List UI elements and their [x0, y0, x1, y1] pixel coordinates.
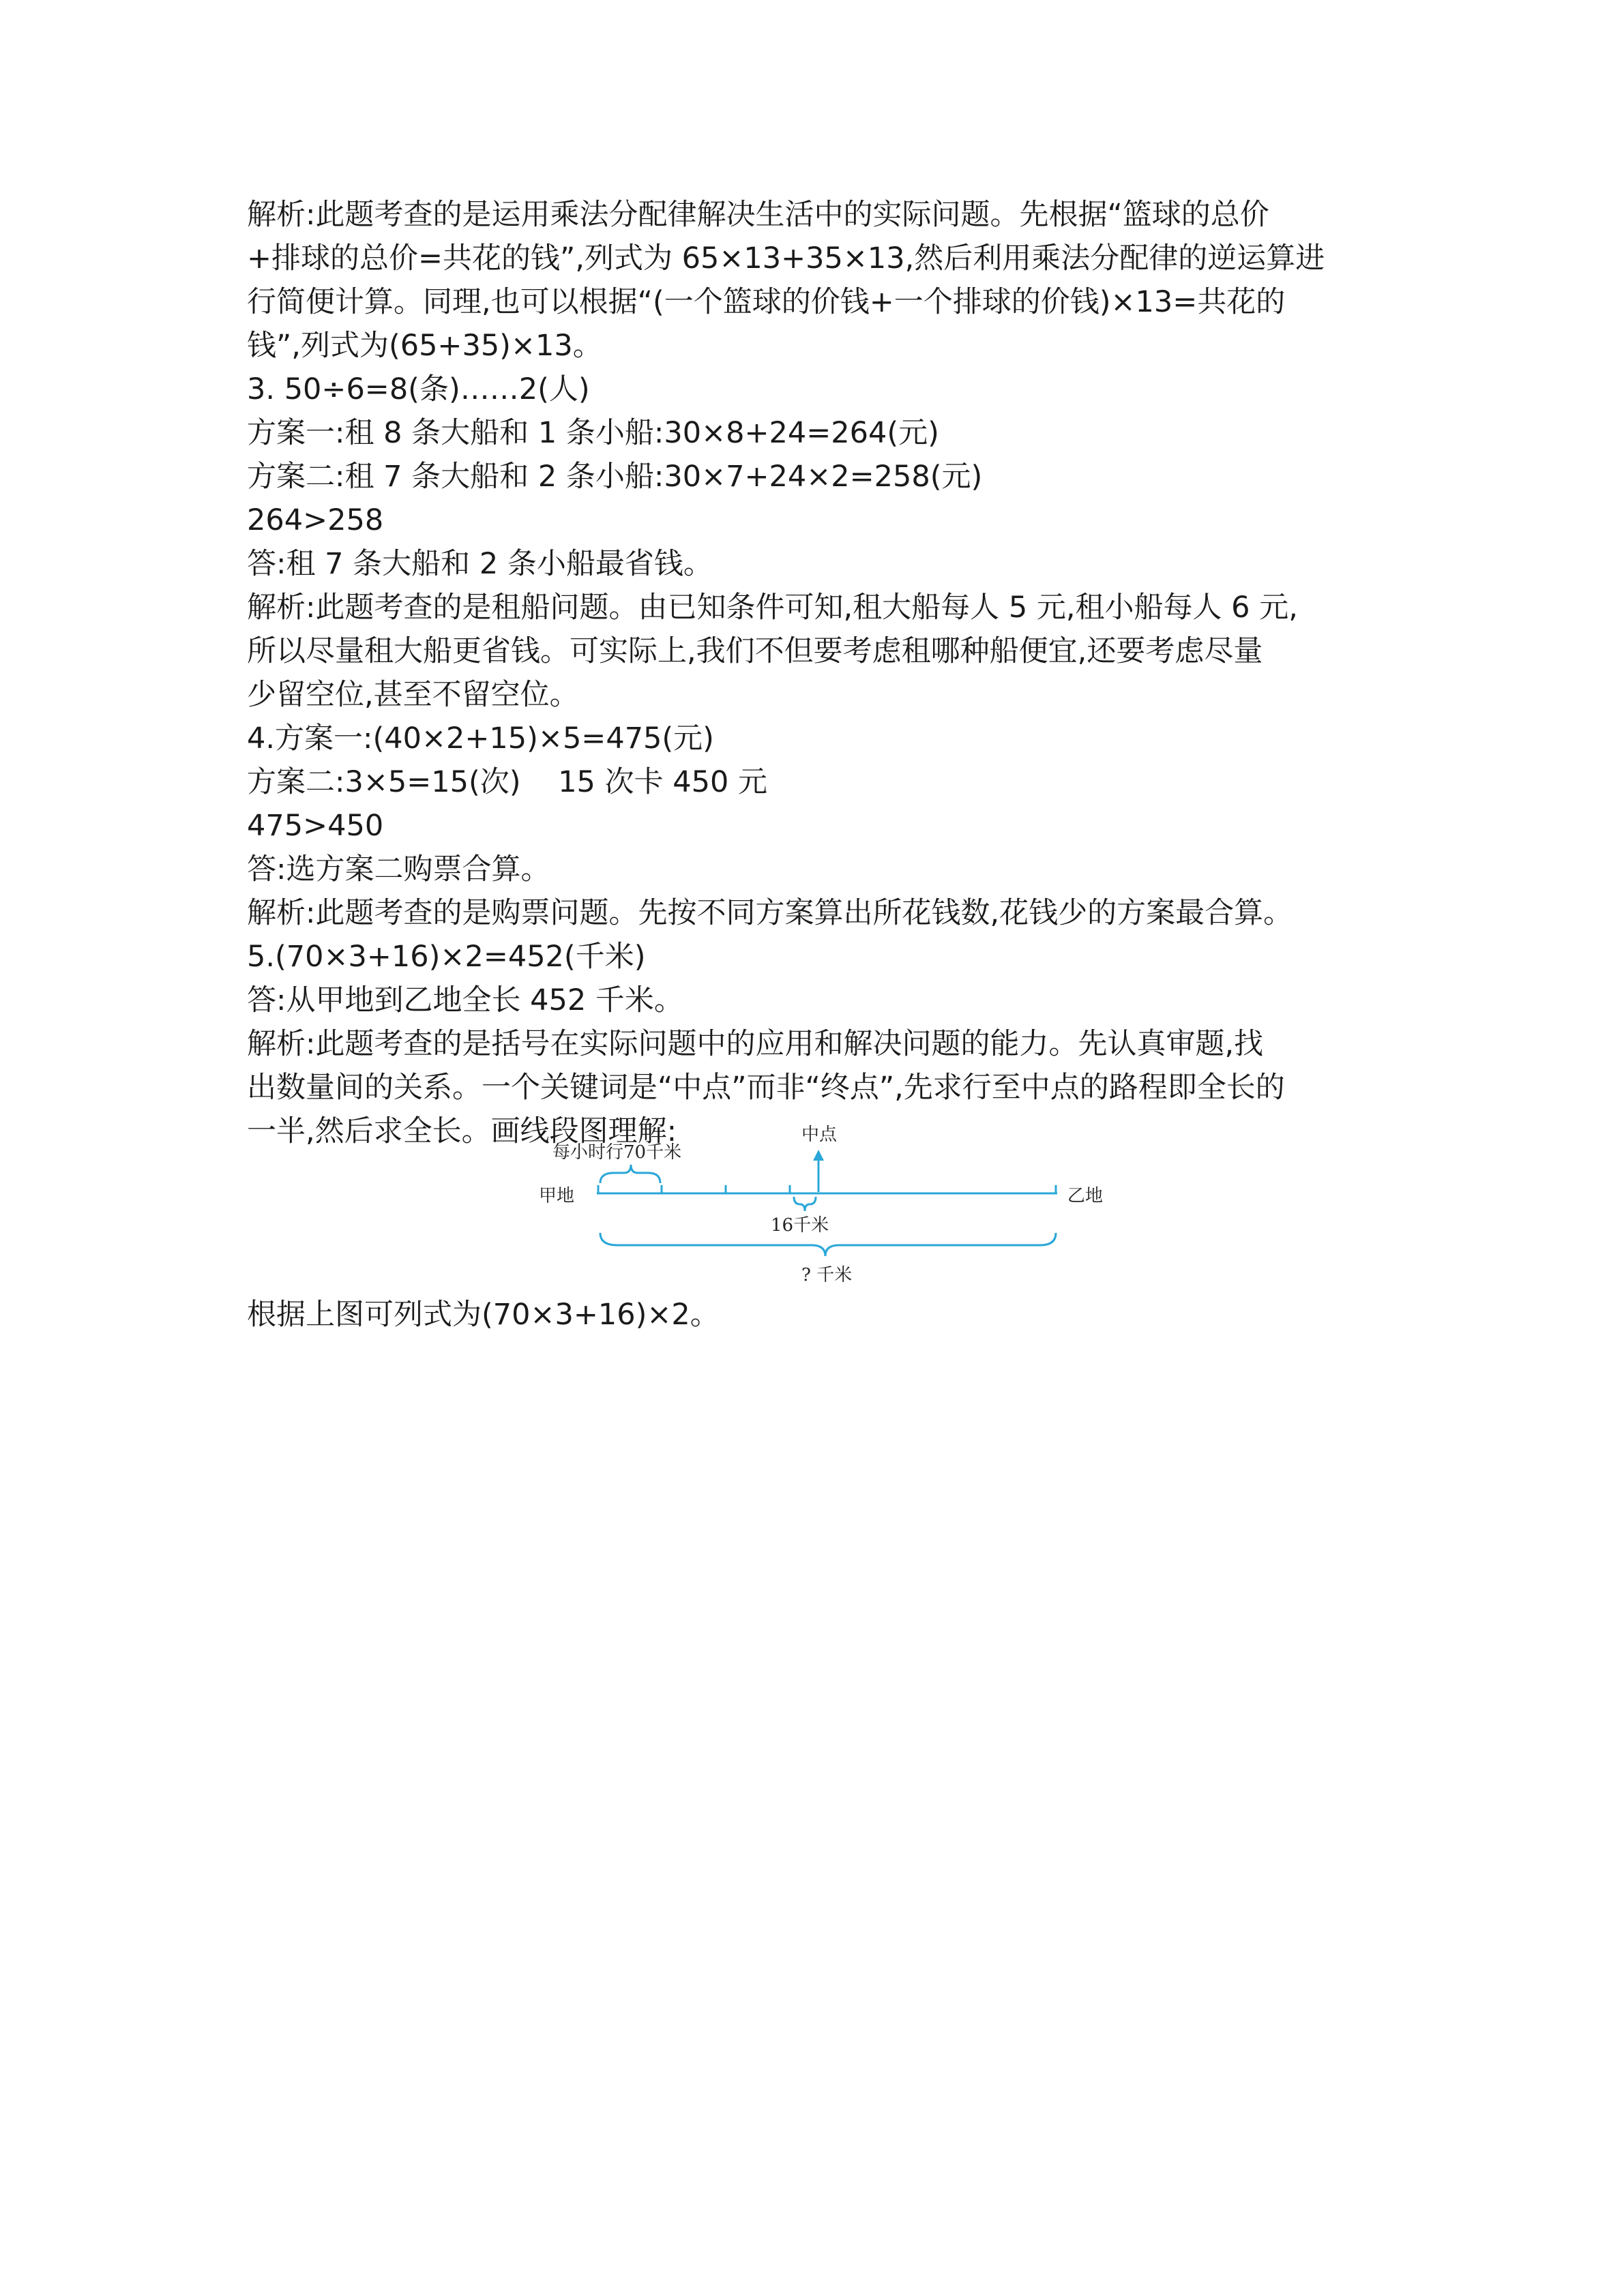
total-brace — [600, 1233, 1056, 1256]
speed-brace — [600, 1165, 660, 1183]
text-line: 答:选方案二购票合算。 — [247, 852, 550, 886]
answer-text-block — [247, 193, 1406, 1153]
conclusion-line: 根据上图可列式为(70×3+16)×2。 — [247, 1298, 720, 1332]
total-distance-label: ? 千米 — [801, 1265, 853, 1285]
left-endpoint-label: 甲地 — [539, 1186, 575, 1206]
speed-label: 每小时行70千米 — [552, 1142, 682, 1163]
arrow-head-icon — [813, 1150, 824, 1161]
text-line: 行简便计算。同理,也可以根据“(一个篮球的价钱+一个排球的价钱)×13=共花的 — [247, 285, 1286, 319]
text-line: 解析:此题考查的是括号在实际问题中的应用和解决问题的能力。先认真审题,找 — [247, 1027, 1264, 1061]
text-line: 3. 50÷6=8(条)……2(人) — [247, 372, 590, 406]
extra-brace — [794, 1197, 816, 1211]
extra-distance-label: 16千米 — [771, 1215, 829, 1236]
text-line: 解析:此题考查的是租船问题。由已知条件可知,租大船每人 5 元,租小船每人 6 元, — [247, 591, 1298, 625]
text-line: 钱”,列式为(65+35)×13。 — [247, 329, 602, 363]
text-line: 少留空位,甚至不留空位。 — [247, 678, 579, 712]
text-line: 方案二:租 7 条大船和 2 条小船:30×7+24×2=258(元) — [247, 460, 983, 494]
text-line: 所以尽量租大船更省钱。可实际上,我们不但要考虑租哪种船便宜,还要考虑尽量 — [247, 634, 1263, 668]
text-line: 解析:此题考查的是运用乘法分配律解决生活中的实际问题。先根据“篮球的总价 — [247, 198, 1269, 232]
text-line: 解析:此题考查的是购票问题。先按不同方案算出所花钱数,花钱少的方案最合算。 — [247, 896, 1293, 930]
text-line: 方案二:3×5=15(次) 15 次卡 450 元 — [247, 765, 767, 799]
text-line: 5.(70×3+16)×2=452(千米) — [247, 940, 646, 974]
text-line: 4.方案一:(40×2+15)×5=475(元) — [247, 721, 714, 756]
right-endpoint-label: 乙地 — [1067, 1186, 1104, 1206]
text-line: 出数量间的关系。一个关键词是“中点”而非“终点”,先求行至中点的路程即全长的 — [247, 1071, 1285, 1105]
midpoint-label: 中点 — [801, 1124, 838, 1145]
text-line: 答:从甲地到乙地全长 452 千米。 — [247, 983, 683, 1017]
text-line: 一半,然后求全长。画线段图理解: — [247, 1114, 677, 1148]
text-line: 答:租 7 条大船和 2 条小船最省钱。 — [247, 547, 713, 581]
text-line: 264>258 — [247, 503, 384, 537]
text-line: +排球的总价=共花的钱”,列式为 65×13+35×13,然后利用乘法分配律的逆运算进 — [247, 241, 1325, 275]
text-line: 方案一:租 8 条大船和 1 条小船:30×8+24=264(元) — [247, 416, 939, 450]
line-segment-diagram — [525, 1118, 1112, 1296]
text-line: 475>450 — [247, 809, 384, 843]
